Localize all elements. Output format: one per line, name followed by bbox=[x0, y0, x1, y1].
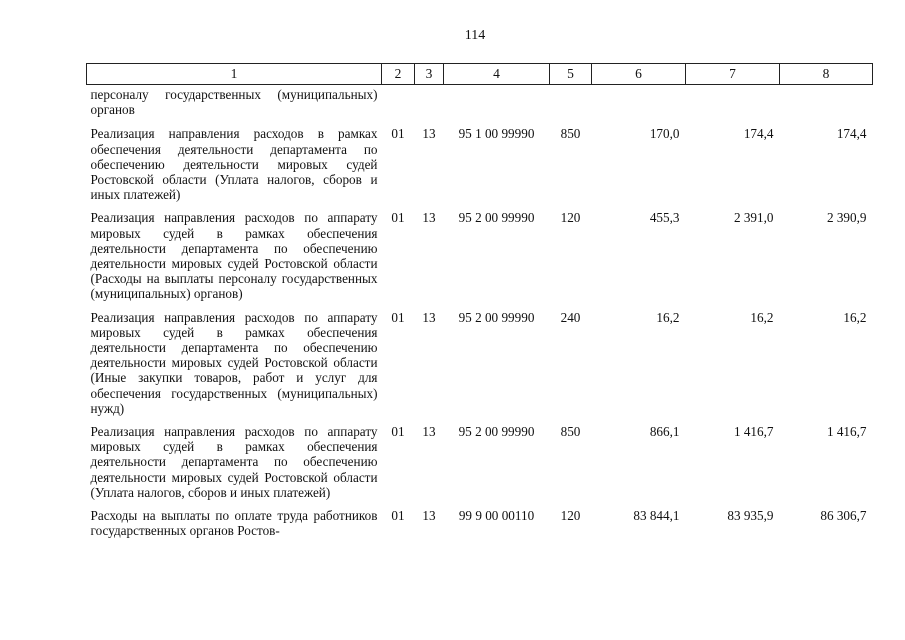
column-header: 5 bbox=[550, 64, 592, 85]
expense-type-code: 120 bbox=[560, 210, 581, 226]
column-header: 7 bbox=[686, 64, 780, 85]
expense-type-code: 240 bbox=[560, 309, 581, 325]
column-header: 6 bbox=[592, 64, 686, 85]
target-article-code: 95 2 00 99990 bbox=[458, 424, 535, 440]
section-code: 01 bbox=[391, 424, 405, 440]
section-code: 01 bbox=[391, 210, 405, 226]
table-header-row bbox=[87, 64, 873, 85]
section-code: 01 bbox=[391, 309, 405, 325]
column-header: 2 bbox=[382, 64, 415, 85]
target-article-code bbox=[444, 85, 550, 127]
amount-col-7 bbox=[686, 85, 780, 127]
subsection-code: 13 bbox=[422, 210, 436, 226]
row-description: Реализация направления расходов в рамках обеспечения деятельности департамента по обеспечению деятельности мировых судей Ростовской области (Уплата налогов, сборов и иных платежей) bbox=[90, 126, 378, 203]
subsection-code: 13 bbox=[422, 508, 436, 524]
column-header: 4 bbox=[444, 64, 550, 85]
budget-table bbox=[86, 63, 873, 538]
amount-col-7: 2 391,0 bbox=[733, 210, 774, 226]
column-header: 3 bbox=[415, 64, 444, 85]
amount-col-6: 455,3 bbox=[649, 210, 680, 226]
target-article-code: 99 9 00 00110 bbox=[458, 508, 535, 524]
subsection-code: 13 bbox=[422, 309, 436, 325]
amount-col-7: 83 935,9 bbox=[727, 508, 774, 524]
section-code: 01 bbox=[391, 126, 405, 142]
amount-col-8: 174,4 bbox=[836, 126, 867, 142]
amount-col-8 bbox=[780, 85, 873, 127]
amount-col-7: 174,4 bbox=[743, 126, 774, 142]
section-code bbox=[382, 85, 415, 127]
table-row bbox=[87, 424, 873, 508]
target-article-code: 95 2 00 99990 bbox=[458, 210, 535, 226]
page-number: 114 bbox=[464, 28, 486, 43]
section-code: 01 bbox=[391, 508, 405, 524]
expense-type-code: 120 bbox=[560, 508, 581, 524]
expense-type-code: 850 bbox=[560, 424, 581, 440]
row-description: персоналу государственных (муниципальных) органов bbox=[90, 87, 378, 118]
amount-col-8: 1 416,7 bbox=[826, 424, 867, 440]
table-row bbox=[87, 85, 873, 127]
amount-col-6 bbox=[592, 85, 686, 127]
amount-col-8: 86 306,7 bbox=[820, 508, 867, 524]
amount-col-6: 16,2 bbox=[656, 309, 680, 325]
subsection-code: 13 bbox=[422, 126, 436, 142]
subsection-code: 13 bbox=[422, 424, 436, 440]
target-article-code: 95 1 00 99990 bbox=[458, 126, 535, 142]
row-description: Реализация направления расходов по аппарату мировых судей в рамках обеспечения деятельности департамента по обеспечению деятельности мировых судей Ростовской области (Иные закупки товаров, работ и услуг для обеспечения государственных (муниципальных) нужд) bbox=[90, 309, 378, 416]
expense-type-code bbox=[550, 85, 592, 127]
amount-col-6: 83 844,1 bbox=[633, 508, 680, 524]
subsection-code bbox=[415, 85, 444, 127]
table-row bbox=[87, 210, 873, 309]
expense-type-code: 850 bbox=[560, 126, 581, 142]
row-description: Расходы на выплаты по оплате труда работников государственных органов Ростов- bbox=[90, 508, 378, 539]
target-article-code: 95 2 00 99990 bbox=[458, 309, 535, 325]
amount-col-7: 1 416,7 bbox=[733, 424, 774, 440]
column-header: 8 bbox=[780, 64, 873, 85]
table-row bbox=[87, 310, 873, 424]
amount-col-6: 170,0 bbox=[649, 126, 680, 142]
table-row bbox=[87, 508, 873, 538]
row-description: Реализация направления расходов по аппарату мировых судей в рамках обеспечения деятельности департамента по обеспечению деятельности мировых судей Ростовской области (Расходы на выплаты персоналу государственных (муниципальных) органов) bbox=[90, 210, 378, 302]
column-header: 1 bbox=[87, 64, 382, 85]
amount-col-8: 16,2 bbox=[843, 309, 867, 325]
row-description: Реализация направления расходов по аппарату мировых судей в рамках обеспечения деятельности департамента по обеспечению деятельности мировых судей Ростовской области (Уплата налогов, сборов и иных платежей) bbox=[90, 424, 378, 500]
amount-col-6: 866,1 bbox=[649, 424, 680, 440]
amount-col-8: 2 390,9 bbox=[826, 210, 867, 226]
table-row bbox=[87, 126, 873, 210]
amount-col-7: 16,2 bbox=[750, 309, 774, 325]
